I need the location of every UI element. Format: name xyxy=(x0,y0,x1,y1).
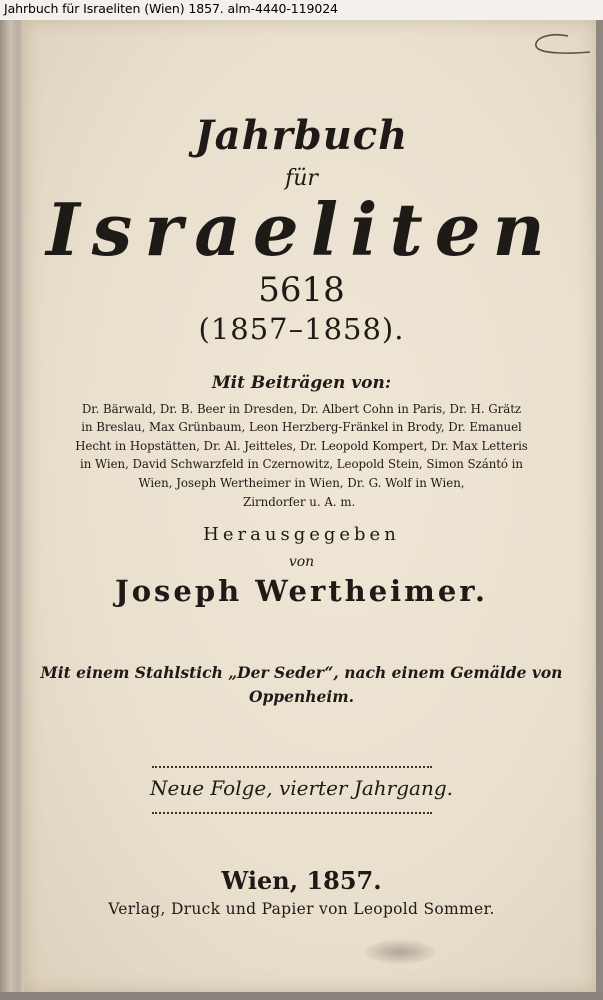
contributors-line: in Wien, David Schwarzfeld in Czernowitz, Leopold Stein, Simon Szántó in xyxy=(80,457,523,471)
contributors-heading: Mit Beiträgen von: xyxy=(211,373,392,393)
library-stamp xyxy=(365,940,435,964)
title-israeliten: Israeliten xyxy=(46,187,557,272)
contributors-line: Hecht in Hopstätten, Dr. Al. Jeitteles, Dr. Leopold Kompert, Dr. Max Letteris xyxy=(75,439,528,453)
contributors-line: Wien, Joseph Wertheimer in Wien, Dr. G. Wolf in Wien, xyxy=(138,476,465,490)
contributors-line: in Breslau, Max Grünbaum, Leon Herzberg-Fränkel in Brody, Dr. Emanuel xyxy=(81,420,522,434)
editor-name: Joseph Wertheimer. xyxy=(114,574,489,608)
page-edge-bottom xyxy=(0,992,603,1000)
pencil-mark-icon xyxy=(528,30,592,58)
plate-note-line2: Oppenheim. xyxy=(248,687,355,706)
imprint-place-year: Wien, 1857. xyxy=(221,866,382,895)
year-civil: (1857–1858). xyxy=(198,312,405,346)
image-caption: Jahrbuch für Israeliten (Wien) 1857. alm-4440-119024 xyxy=(4,1,338,16)
series-label: Neue Folge, vierter Jahrgang. xyxy=(149,776,454,800)
year-hebrew: 5618 xyxy=(258,270,345,310)
caption-bar xyxy=(0,0,603,20)
imprint-publisher: Verlag, Druck und Papier von Leopold Sommer. xyxy=(108,900,495,918)
title-jahrbuch: Jahrbuch xyxy=(194,112,409,159)
plate-note-line1: Mit einem Stahlstich „Der Seder“, nach einem Gemälde von xyxy=(40,663,563,682)
title-fuer: für xyxy=(285,166,318,191)
contributors-line: Dr. Bärwald, Dr. B. Beer in Dresden, Dr. Albert Cohn in Paris, Dr. H. Grätz xyxy=(81,402,522,416)
contributors-last-line: Zirndorfer u. A. m. xyxy=(243,495,356,509)
editor-heading: Herausgegeben xyxy=(203,524,400,545)
editor-von: von xyxy=(288,554,315,570)
